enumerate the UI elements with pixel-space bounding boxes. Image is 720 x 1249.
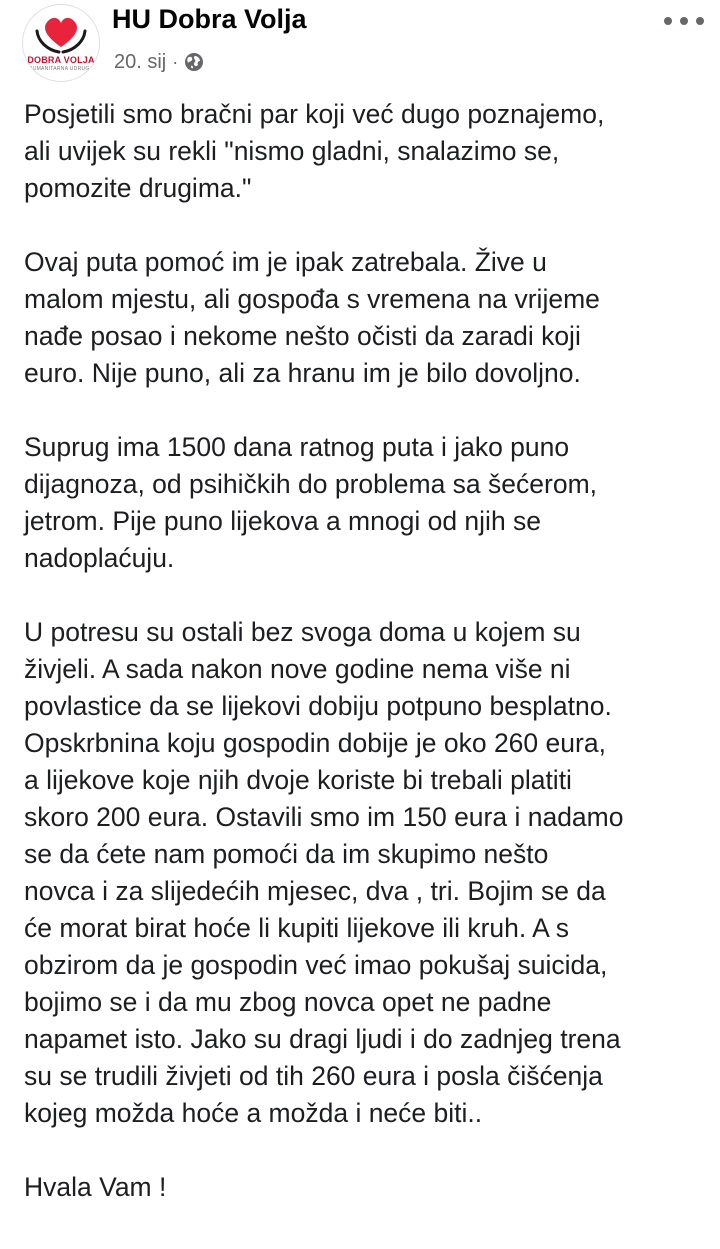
post-paragraph: Posjetili smo bračni par koji već dugo poznajemo, ali uvijek su rekli "nismo gladni, snalazimo se, pomozite drugima." bbox=[24, 99, 605, 203]
post-date-link[interactable]: 20. sij bbox=[114, 50, 167, 73]
post-paragraph: Suprug ima 1500 dana ratnog puta i jako puno dijagnoza, od psihičkih do problema sa šećerom, jetrom. Pije puno lijekova a mnogi od njih se nadoplaćuju. bbox=[24, 432, 598, 573]
avatar-title: DOBRA VOLJA bbox=[27, 55, 95, 65]
more-options-button[interactable] bbox=[660, 10, 708, 32]
post-paragraph: U potresu su ostali bez svoga doma u kojem su živjeli. A sada nakon nove godine nema više ni povlastice da se lijekovi dobiju potpuno besplatno. Opskrbnina koju gospodin dobije je oko 260 eura, a lijekove koje njih dvoje koriste bi trebali platiti skoro 200 eura. Ostavili smo im 150 eura i nadamo se da ćete nam pomoći da im skupimo nešto novca i za slijedećih mjesec, dva , tri. Bojim se da će morat birat hoće li kupiti lijekove ili kruh. A s obzirom da je gospodin već imao pokušaj suicida, bojimo se i da mu zbog novca opet ne padne napamet isto. Jako su dragi ljudi i do zadnjeg trena su se trudili živjeti od tih 260 eura i posla čišćenja kojeg možda hoće a možda i neće biti.. bbox=[24, 617, 624, 1128]
more-horizontal-icon bbox=[660, 10, 708, 32]
avatar-subtitle: HUMANITARNA UDRUGA bbox=[28, 66, 94, 72]
meta-separator: · bbox=[172, 51, 179, 72]
post-paragraph: Hvala Vam ! bbox=[24, 1172, 167, 1202]
post-header bbox=[0, 0, 720, 92]
globe-icon[interactable] bbox=[184, 52, 204, 72]
page-name-link[interactable]: HU Dobra Volja bbox=[112, 4, 307, 34]
post-meta bbox=[114, 48, 204, 76]
post-text bbox=[24, 96, 714, 1206]
avatar[interactable] bbox=[22, 4, 100, 82]
heart-in-hands-icon bbox=[23, 5, 99, 55]
post-paragraph: Ovaj puta pomoć im je ipak zatrebala. Žive u malom mjestu, ali gospođa s vremena na vrijeme nađe posao i nekome nešto očisti da zaradi koji euro. Nije puno, ali za hranu im je bilo dovoljno. bbox=[24, 247, 600, 388]
